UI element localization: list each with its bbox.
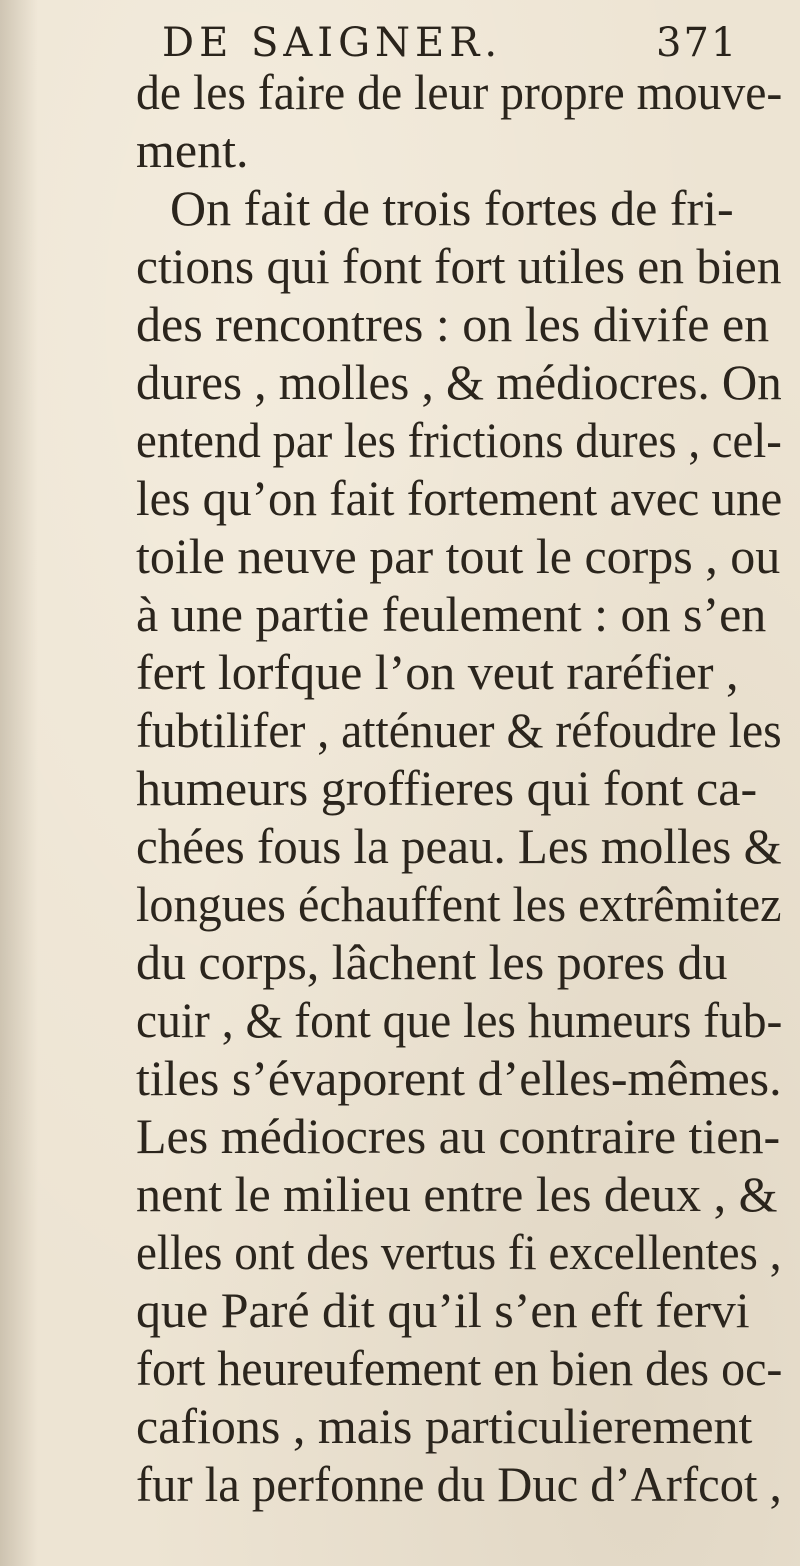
running-head-title: DE SAIGNER. <box>162 20 503 66</box>
text-line: toile neuve par tout le corps , ou <box>136 528 781 584</box>
text-line: ctions qui font fort utiles en bien <box>136 238 782 294</box>
text-line: Les médiocres au contraire tien- <box>136 1108 781 1164</box>
text-line: nent le milieu entre les deux , & <box>136 1166 778 1222</box>
text-line: des rencontres : on les divife en <box>136 296 770 352</box>
text-line: cuir , & font que les humeurs fub- <box>136 992 783 1048</box>
page-number: 371 <box>656 20 739 66</box>
text-line: On fait de trois fortes de fri- <box>170 180 734 236</box>
text-line: les qu’on fait fortement avec une <box>136 470 783 526</box>
page-gutter-shadow <box>0 0 38 1566</box>
text-line: à une partie feulement : on s’en <box>136 586 767 642</box>
text-line: tiles s’évaporent d’elles-mêmes. <box>136 1050 782 1106</box>
text-line: que Paré dit qu’il s’en eft fervi <box>136 1282 750 1338</box>
text-line: du corps, lâchent les pores du <box>136 934 728 990</box>
text-line: humeurs groffieres qui font ca- <box>136 760 758 816</box>
text-line: longues échauffent les extrêmitez <box>136 876 782 932</box>
text-line: ment. <box>136 122 249 178</box>
text-line: fert lorfque l’on veut raréfier , <box>136 644 739 700</box>
text-line: fur la perfonne du Duc d’Arfcot , <box>136 1456 782 1512</box>
text-line: elles ont des vertus fi excellentes , <box>136 1224 782 1280</box>
text-line: dures , molles , & médiocres. On <box>136 354 782 410</box>
text-line: chées fous la peau. Les molles & <box>136 818 782 874</box>
text-line: fort heureufement en bien des oc- <box>136 1340 783 1396</box>
text-line: entend par les frictions dures , cel- <box>136 412 782 468</box>
text-line: cafions , mais particulierement <box>136 1398 753 1454</box>
text-line: de les faire de leur propre mouve- <box>136 64 783 120</box>
text-line: fubtilifer , atténuer & réfoudre les <box>136 702 782 758</box>
